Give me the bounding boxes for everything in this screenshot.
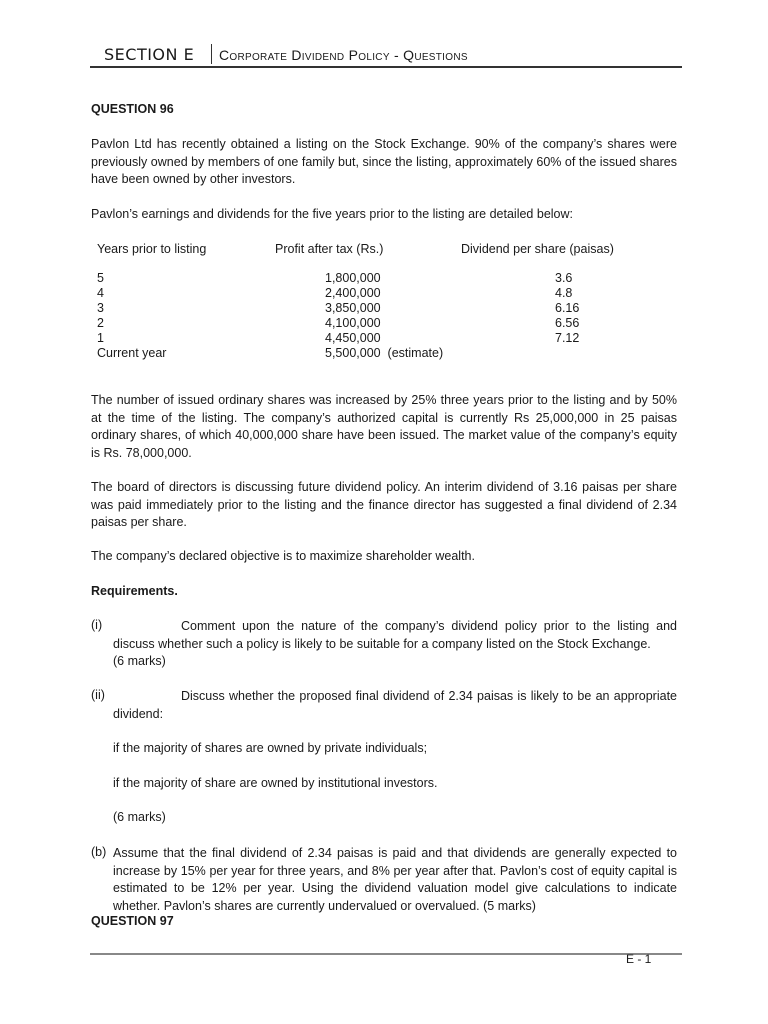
table-cell: 4.8 [555, 286, 573, 300]
table-cell: 7.12 [555, 331, 580, 345]
table-cell: 5,500,000 (estimate) [325, 346, 444, 360]
table-cell: 6.56 [555, 316, 580, 330]
table-cell: 3 [97, 301, 104, 315]
table-column-dividend [555, 271, 579, 346]
req-b-body: Assume that the final dividend of 2.34 paisas is paid and that dividends are generally expected to increase by 15% per year for three years, and 8% per year after that. Pavlon’s cost of equity capital is estimated to be 12% per year. Using the dividend valuation model give calculations to indicate whether. Pavlon’s shares are currently undervalued or overvalued. (5 marks) [113, 846, 677, 913]
table-cell: 4,100,000 [325, 316, 381, 330]
table-cell: 3,850,000 [325, 301, 381, 315]
req-ii-option-b: if the majority of share are owned by institutional investors. [113, 776, 438, 790]
page-number: E - 1 [626, 952, 652, 966]
paragraph-intro: Pavlon Ltd has recently obtained a listing on the Stock Exchange. 90% of the company’s shares were previously owned by members of one family but, since the listing, approximately 60% of the issued shares have been owned by other investors. [91, 137, 677, 186]
req-ii-marks: (6 marks) [113, 810, 166, 824]
requirements-heading: Requirements. [91, 584, 178, 598]
table-cell: Current year [97, 346, 167, 360]
table-column-profit [325, 271, 443, 361]
paragraph-earnings-intro: Pavlon’s earnings and dividends for the five years prior to the listing are detailed below: [91, 207, 573, 221]
question-97-heading: QUESTION 97 [91, 914, 174, 928]
paragraph-shares: The number of issued ordinary shares was increased by 25% three years prior to the listing and by 50% at the time of the listing. The company’s authorized capital is currently Rs 25,000,000 in 25 paisas ordinary shares, of which 40,000,000 share have been issued. The market value of the company’s equity is Rs. 78,000,000. [91, 393, 677, 460]
table-header-dividend: Dividend per share (paisas) [461, 242, 614, 256]
header-title: Corporate Dividend Policy - Questions [219, 47, 468, 63]
table-cell: 2 [97, 316, 104, 330]
table-cell: 1 [97, 331, 104, 345]
header-rule [90, 66, 682, 68]
table-cell: 5 [97, 271, 104, 285]
req-ii-text: Discuss whether the proposed final dividend of 2.34 paisas is likely to be an appropriate dividend: [113, 689, 677, 721]
section-label: SECTION E [104, 45, 195, 64]
table-cell: 6.16 [555, 301, 580, 315]
req-i-marks: (6 marks) [113, 654, 166, 668]
table-header-years: Years prior to listing [97, 242, 207, 256]
header-separator [211, 44, 212, 64]
req-ii-option-a: if the majority of shares are owned by private individuals; [113, 741, 428, 755]
req-i-label: (i) [91, 618, 103, 632]
question-96-heading: QUESTION 96 [91, 102, 174, 116]
page-header [90, 44, 680, 66]
table-cell: 2,400,000 [325, 286, 381, 300]
req-b-text [91, 845, 677, 915]
table-column-years [97, 271, 166, 361]
req-i-text: Comment upon the nature of the company’s dividend policy prior to the listing and discuss whether such a policy is likely to be suitable for a company listed on the Stock Exchange. [113, 619, 677, 651]
paragraph-objective: The company’s declared objective is to maximize shareholder wealth. [91, 549, 475, 563]
footer-rule [90, 953, 682, 955]
paragraph-board: The board of directors is discussing future dividend policy. An interim dividend of 3.16 paisas per share was paid immediately prior to the listing and the finance director has suggested a final dividend of 2.34 paisas per share. [91, 480, 677, 529]
table-cell: 3.6 [555, 271, 573, 285]
table-cell: 1,800,000 [325, 271, 381, 285]
table-header-profit: Profit after tax (Rs.) [275, 242, 384, 256]
table-cell: 4,450,000 [325, 331, 381, 345]
table-cell: 4 [97, 286, 104, 300]
req-b-label: (b) [91, 845, 107, 859]
req-ii-label: (ii) [91, 688, 105, 702]
